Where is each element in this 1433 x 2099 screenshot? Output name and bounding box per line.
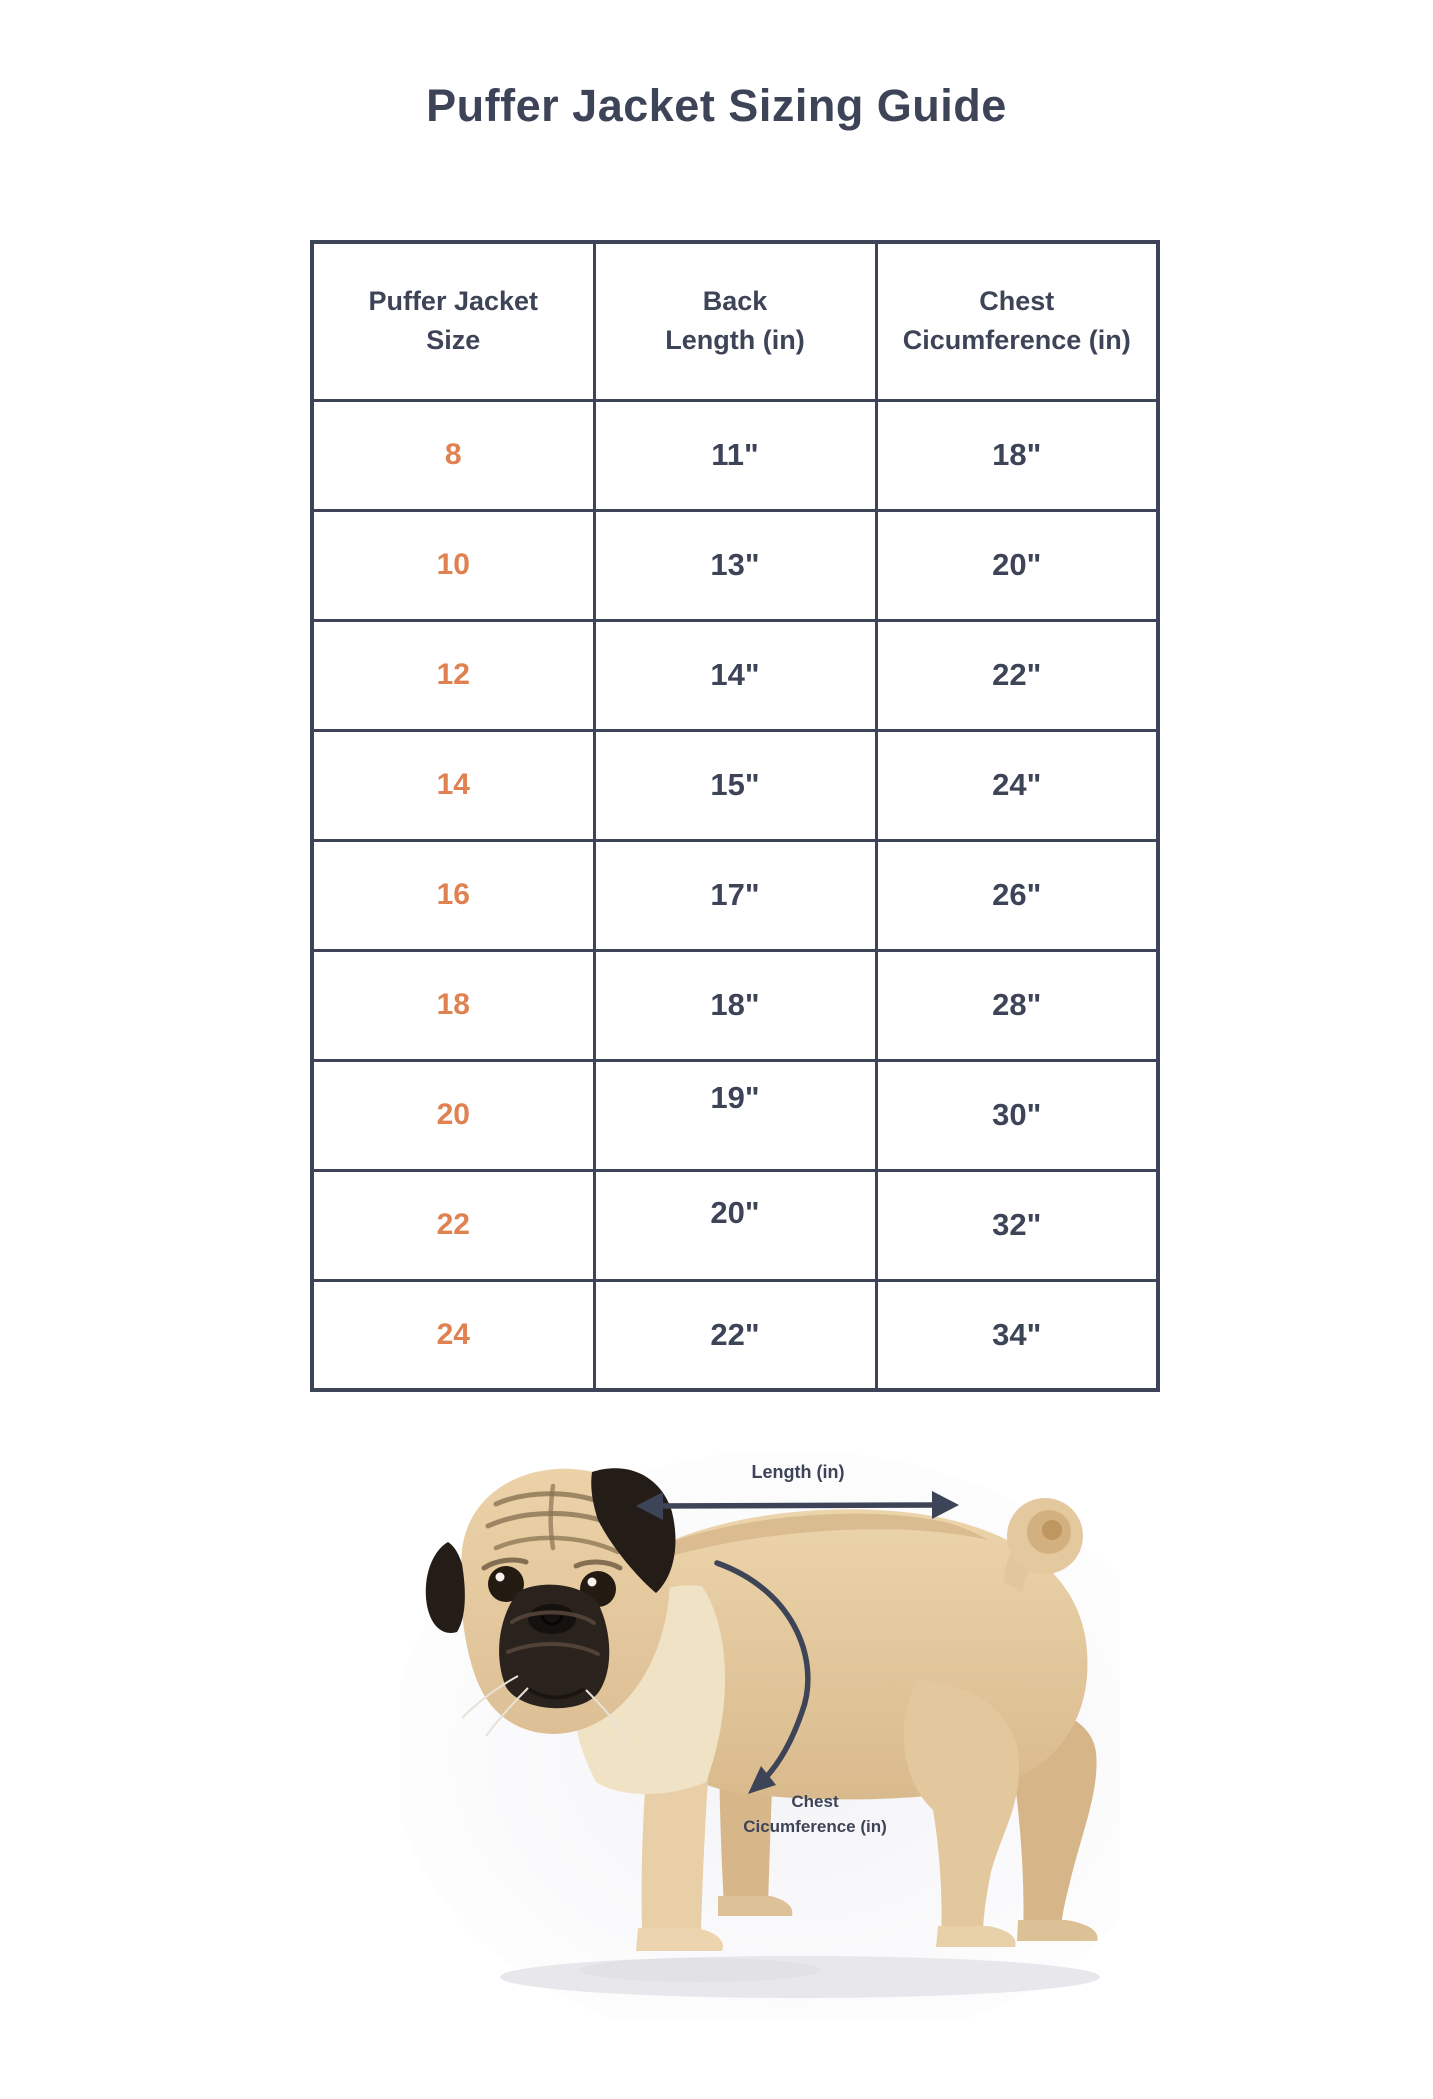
table-row: [312, 1280, 1158, 1390]
table-row: [312, 620, 1158, 730]
header-line: Back: [702, 286, 768, 317]
col-header-chest: [876, 242, 1158, 400]
header-line: Length (in): [665, 325, 805, 356]
cell-chest-circumference: 34": [876, 1280, 1158, 1390]
cell-chest-circumference: 28": [876, 950, 1158, 1060]
chest-circumference-arrow: [717, 1563, 808, 1794]
cell-chest-circumference: 22": [876, 620, 1158, 730]
cell-back-length: 13": [594, 510, 876, 620]
cell-back-length: 15": [594, 730, 876, 840]
col-header-back-length: [594, 242, 876, 400]
table-row: [312, 730, 1158, 840]
cell-size: 8: [312, 400, 594, 510]
cell-back-length: 19": [594, 1060, 876, 1170]
cell-back-length: 18": [594, 950, 876, 1060]
measurement-arrows: [400, 1450, 1120, 2020]
cell-back-length: 11": [594, 400, 876, 510]
page-title: Puffer Jacket Sizing Guide: [426, 80, 1007, 131]
table-row: [312, 950, 1158, 1060]
chest-label-line1: Chest: [791, 1792, 839, 1811]
table-row: [312, 1170, 1158, 1280]
table-row: [312, 400, 1158, 510]
cell-back-length: 22": [594, 1280, 876, 1390]
measurement-diagram: [400, 1450, 1120, 2020]
cell-back-length: 20": [594, 1170, 876, 1280]
cell-chest-circumference: 18": [876, 400, 1158, 510]
length-arrow: [636, 1491, 959, 1520]
header-line: Size: [426, 325, 481, 356]
chest-circumference-label: [665, 1790, 965, 1839]
table-header-row: [312, 242, 1158, 400]
cell-size: 20: [312, 1060, 594, 1170]
cell-size: 22: [312, 1170, 594, 1280]
header-line: Chest: [979, 286, 1055, 317]
col-header-size: [312, 242, 594, 400]
cell-size: 12: [312, 620, 594, 730]
cell-size: 14: [312, 730, 594, 840]
cell-chest-circumference: 30": [876, 1060, 1158, 1170]
cell-back-length: 17": [594, 840, 876, 950]
cell-chest-circumference: 32": [876, 1170, 1158, 1280]
cell-size: 24: [312, 1280, 594, 1390]
table-row: [312, 840, 1158, 950]
cell-chest-circumference: 20": [876, 510, 1158, 620]
cell-size: 16: [312, 840, 594, 950]
header-line: Puffer Jacket: [368, 286, 539, 317]
length-label: Length (in): [751, 1462, 845, 1482]
cell-back-length: 14": [594, 620, 876, 730]
cell-chest-circumference: 26": [876, 840, 1158, 950]
table-row: [312, 510, 1158, 620]
sizing-table: [310, 240, 1160, 1392]
cell-size: 10: [312, 510, 594, 620]
header-line: Cicumference (in): [902, 325, 1131, 356]
cell-size: 18: [312, 950, 594, 1060]
cell-chest-circumference: 24": [876, 730, 1158, 840]
table-row: [312, 1060, 1158, 1170]
chest-label-line2: Cicumference (in): [743, 1816, 887, 1836]
